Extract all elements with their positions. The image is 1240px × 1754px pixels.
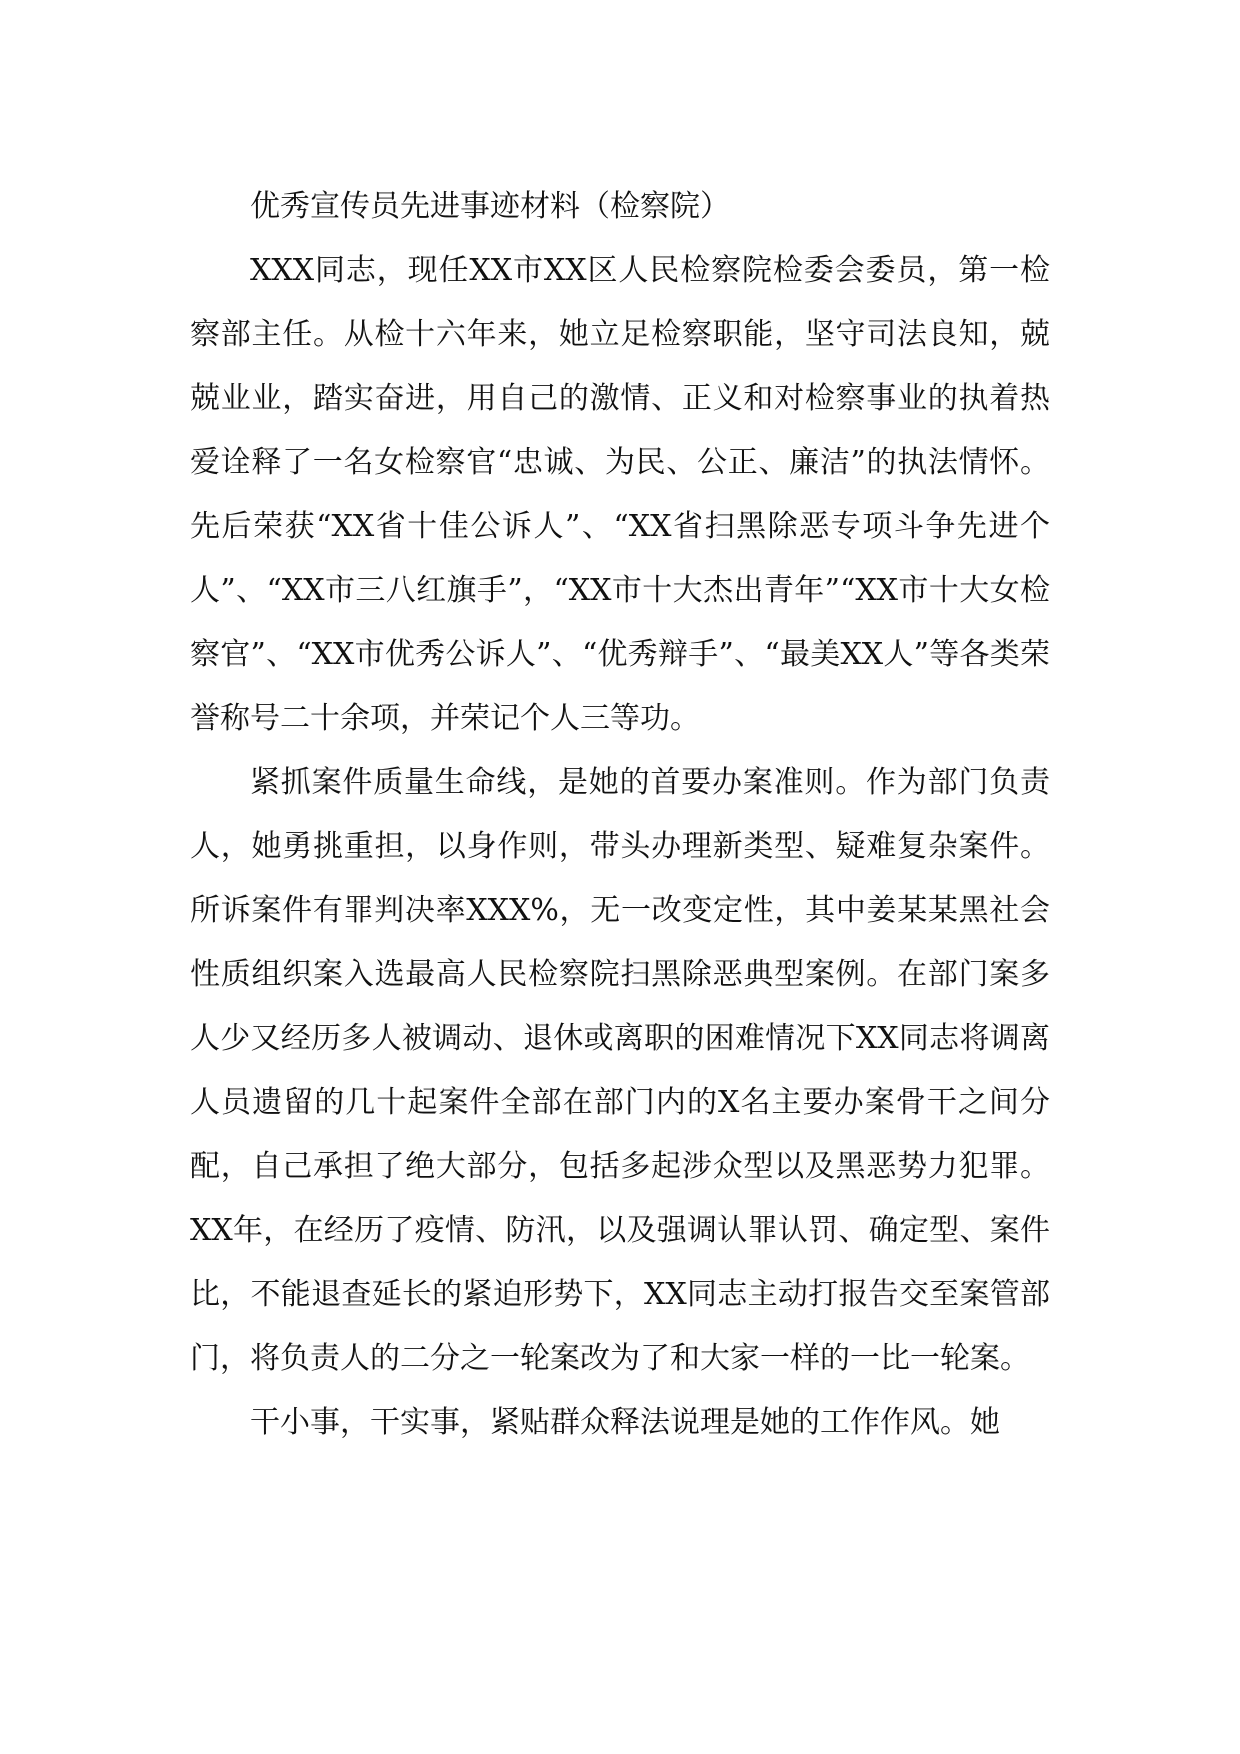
document-page: [190, 175, 1050, 1455]
paragraph-intro: XXX同志，现任XX市XX区人民检察院检委会委员，第一检察部主任。从检十六年来，她立足检察职能，坚守司法良知，兢兢业业，踏实奋进，用自己的激情、正义和对检察事业的执着热爱诠释了一名女检察官“忠诚、为民、公正、廉洁”的执法情怀。先后荣获“XX省十佳公诉人”、“XX省扫黑除恶专项斗争先进个人”、“XX市三八红旗手”，“XX市十大杰出青年”“XX市十大女检察官”、“XX市优秀公诉人”、“优秀辩手”、“最美XX人”等各类荣誉称号二十余项，并荣记个人三等功。: [190, 253, 1050, 736]
paragraph-case-quality: 紧抓案件质量生命线，是她的首要办案准则。作为部门负责人，她勇挑重担，以身作则，带头办理新类型、疑难复杂案件。所诉案件有罪判决率XXX%，无一改变定性，其中姜某某黑社会性质组织案入选最高人民检察院扫黑除恶典型案例。在部门案多人少又经历多人被调动、退休或离职的困难情况下XX同志将调离人员遗留的几十起案件全部在部门内的X名主要办案骨干之间分配，自己承担了绝大部分，包括多起涉众型以及黑恶势力犯罪。XX年，在经历了疫情、防汛，以及强调认罪认罚、确定型、案件比，不能退查延长的紧迫形势下，XX同志主动打报告交至案管部门，将负责人的二分之一轮案改为了和大家一样的一比一轮案。: [190, 765, 1050, 1376]
paragraph-work-style: 干小事，干实事，紧贴群众释法说理是她的工作作风。她: [250, 1405, 1000, 1440]
document-title: 优秀宣传员先进事迹材料（检察院）: [250, 189, 730, 224]
